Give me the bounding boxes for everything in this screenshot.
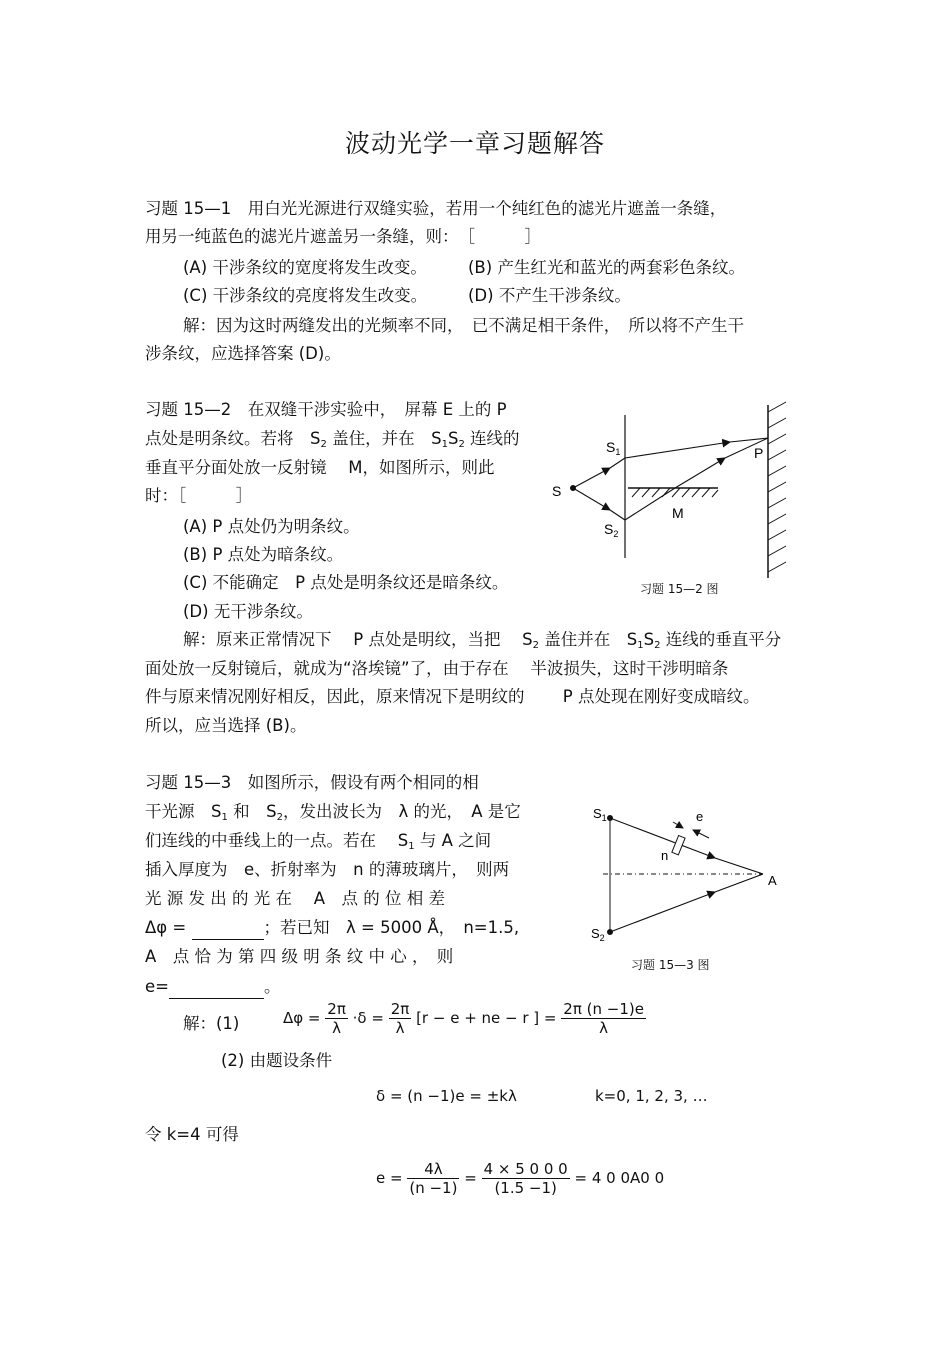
fig3-label-n: n [661, 848, 669, 863]
p2-sol-1-c: 盖住并在 S [539, 630, 638, 649]
p3-solution-2: (2) 由题设条件 [221, 1051, 333, 1070]
p3-delta-phi: Δφ = [145, 918, 187, 937]
p2-line-3: 垂直平分面处放一反射镜 M，如图所示，则此 [145, 458, 495, 477]
fig3-label-e: e [696, 809, 704, 824]
fig3-label-s1: $S_1$ [593, 806, 607, 823]
p3-equation-1 [283, 1000, 646, 1037]
eq1-mid: ·δ = [352, 1009, 384, 1027]
p2-option-a: (A) P 点处仍为明条纹。 [183, 517, 360, 536]
p1-option-c: (C) 干涉条纹的亮度将发生改变。 [183, 286, 428, 305]
eq3-result: = 4 0 0A0 0 [574, 1169, 665, 1187]
figure-15-2-caption: 习题 15—2 图 [640, 582, 719, 596]
p3-line-5: 光 源 发 出 的 光 在 A 点 的 位 相 差 [145, 889, 445, 908]
fig2-label-s2: $S_2$ [604, 521, 619, 539]
p1-line-2: 用另一纯蓝色的滤光片遮盖另一条缝，则： ［ ］ [145, 227, 541, 246]
fig2-label-s1: $S_1$ [606, 439, 621, 457]
fig2-label-s: S [552, 483, 562, 499]
p3-line-2-a: 干光源 S [145, 802, 222, 821]
p2-sol-1-b: 2 [532, 640, 540, 651]
p3-line-6 [145, 917, 519, 940]
p2-sol-1-d: 1 [637, 640, 644, 651]
p2-line-2-e: S [447, 429, 459, 448]
eq1-lhs: Δφ = [283, 1009, 321, 1027]
p2-line-2-g: 连线的 [464, 429, 520, 448]
p2-sol-1-g: 连线的垂直平分 [660, 630, 782, 649]
p3-line-3 [145, 830, 491, 858]
p2-line-2-a: 点处是明条纹。若将 S [145, 429, 321, 448]
eq1-bracket: [r − e + ne − r ] = [416, 1009, 557, 1027]
fig3-label-s2: $S_2$ [591, 926, 605, 943]
p1-option-d: (D) 不产生干涉条纹。 [468, 286, 631, 305]
p3-line-8-b: 。 [263, 977, 281, 996]
figure-15-3-caption: 习题 15—3 图 [631, 958, 710, 972]
p3-equation-2: δ = (n −1)e = ±kλ [376, 1087, 517, 1105]
p3-line-3-b: 1 [408, 841, 415, 852]
p2-solution-2: 面处放一反射镜后，就成为“洛埃镜”了，由于存在 半波损失，这时干涉明暗条 [145, 659, 729, 678]
p3-line-2 [145, 801, 521, 829]
p3-line-4: 插入厚度为 e、折射率为 n 的薄玻璃片， 则两 [145, 860, 510, 879]
p2-line-1: 习题 15—2 在双缝干涉实验中， 屏幕 E 上的 P [145, 400, 507, 419]
eq1-frac-1: $\frac{2\pi}{\lambda}$ [327, 1000, 346, 1037]
p2-sol-1-f: 2 [654, 640, 661, 651]
p2-line-2 [145, 428, 520, 456]
fig3-label-a: A [768, 873, 777, 888]
p2-option-b: (B) P 点处为暗条纹。 [183, 545, 344, 564]
p1-option-a: (A) 干涉条纹的宽度将发生改变。 [183, 258, 427, 277]
p3-blank-2 [169, 976, 264, 999]
p2-solution-3: 件与原来情况刚好相反，因此，原来情况下是明纹的 P 点处现在刚好变成暗纹。 [145, 687, 760, 706]
fig2-label-m: M [672, 505, 684, 521]
p3-line-2-e: ，发出波长为 λ 的光， A 是它 [282, 802, 521, 821]
p1-solution-2: 涉条纹，应选择答案 (D)。 [145, 344, 341, 363]
p3-line-6-rest: ；若已知 λ = 5000 Å， n=1.5, [263, 918, 520, 937]
p2-line-2-b: 2 [320, 439, 327, 450]
fig2-label-p: P [754, 445, 764, 461]
p3-line-2-d: 2 [276, 812, 283, 823]
p3-line-3-a: 们连线的中垂线上的一点。若在 S [145, 831, 409, 850]
figure-15-2 [540, 400, 800, 585]
p3-let-k: 令 k=4 可得 [145, 1125, 239, 1144]
eq3-frac-2: $\frac{4 \times 5 0 0 0}{(1.5 -1)}$ [483, 1160, 568, 1197]
figure-15-3 [585, 800, 795, 950]
eq3-eq: = [464, 1169, 477, 1187]
p3-line-8 [145, 976, 280, 999]
p2-solution-1 [183, 629, 781, 657]
eq1-frac-2: $\frac{2\pi}{\lambda}$ [390, 1000, 410, 1037]
p3-equation-2-k: k=0, 1, 2, 3, … [595, 1087, 708, 1105]
p2-solution-4: 所以，应当选择 (B)。 [145, 716, 307, 735]
p3-solution-label: 解：(1) [183, 1014, 240, 1033]
p2-option-d: (D) 无干涉条纹。 [183, 602, 313, 621]
p2-line-2-f: 2 [458, 439, 465, 450]
eq3-frac-1: $\frac{4\lambda}{(n -1)}$ [409, 1160, 458, 1197]
eq1-frac-3: $\frac{2\pi (n -1)e}{\lambda}$ [563, 1000, 644, 1037]
p3-line-2-c: 和 S [227, 802, 277, 821]
p3-line-1: 习题 15—3 如图所示，假设有两个相同的相 [145, 773, 479, 792]
p3-blank-1 [192, 917, 264, 940]
p3-line-8-a: e= [145, 977, 169, 996]
p3-equation-3 [376, 1160, 664, 1197]
p2-line-2-c: 盖住，并在 S [326, 429, 442, 448]
p3-line-2-b: 1 [221, 812, 228, 823]
p1-line-1: 习题 15—1 用白光光源进行双缝实验，若用一个纯红色的滤光片遮盖一条缝， [145, 199, 727, 218]
p2-option-c: (C) 不能确定 P 点处是明条纹还是暗条纹。 [183, 573, 509, 592]
eq3-lhs: e = [376, 1169, 403, 1187]
p3-line-7: A 点 恰 为 第 四 级 明 条 纹 中 心 ， 则 [145, 947, 454, 966]
page-title: 波动光学一章习题解答 [344, 129, 605, 158]
p3-line-3-c: 与 A 之间 [414, 831, 492, 850]
p2-line-4: 时：［ ］ [145, 486, 253, 505]
p2-line-2-d: 1 [441, 439, 448, 450]
p2-sol-1-a: 解：原来正常情况下 P 点处是明纹，当把 S [183, 630, 533, 649]
p1-solution-1: 解：因为这时两缝发出的光频率不同， 已不满足相干条件， 所以将不产生干 [183, 316, 744, 335]
p1-option-b: (B) 产生红光和蓝光的两套彩色条纹。 [468, 258, 745, 277]
p2-sol-1-e: S [643, 630, 655, 649]
